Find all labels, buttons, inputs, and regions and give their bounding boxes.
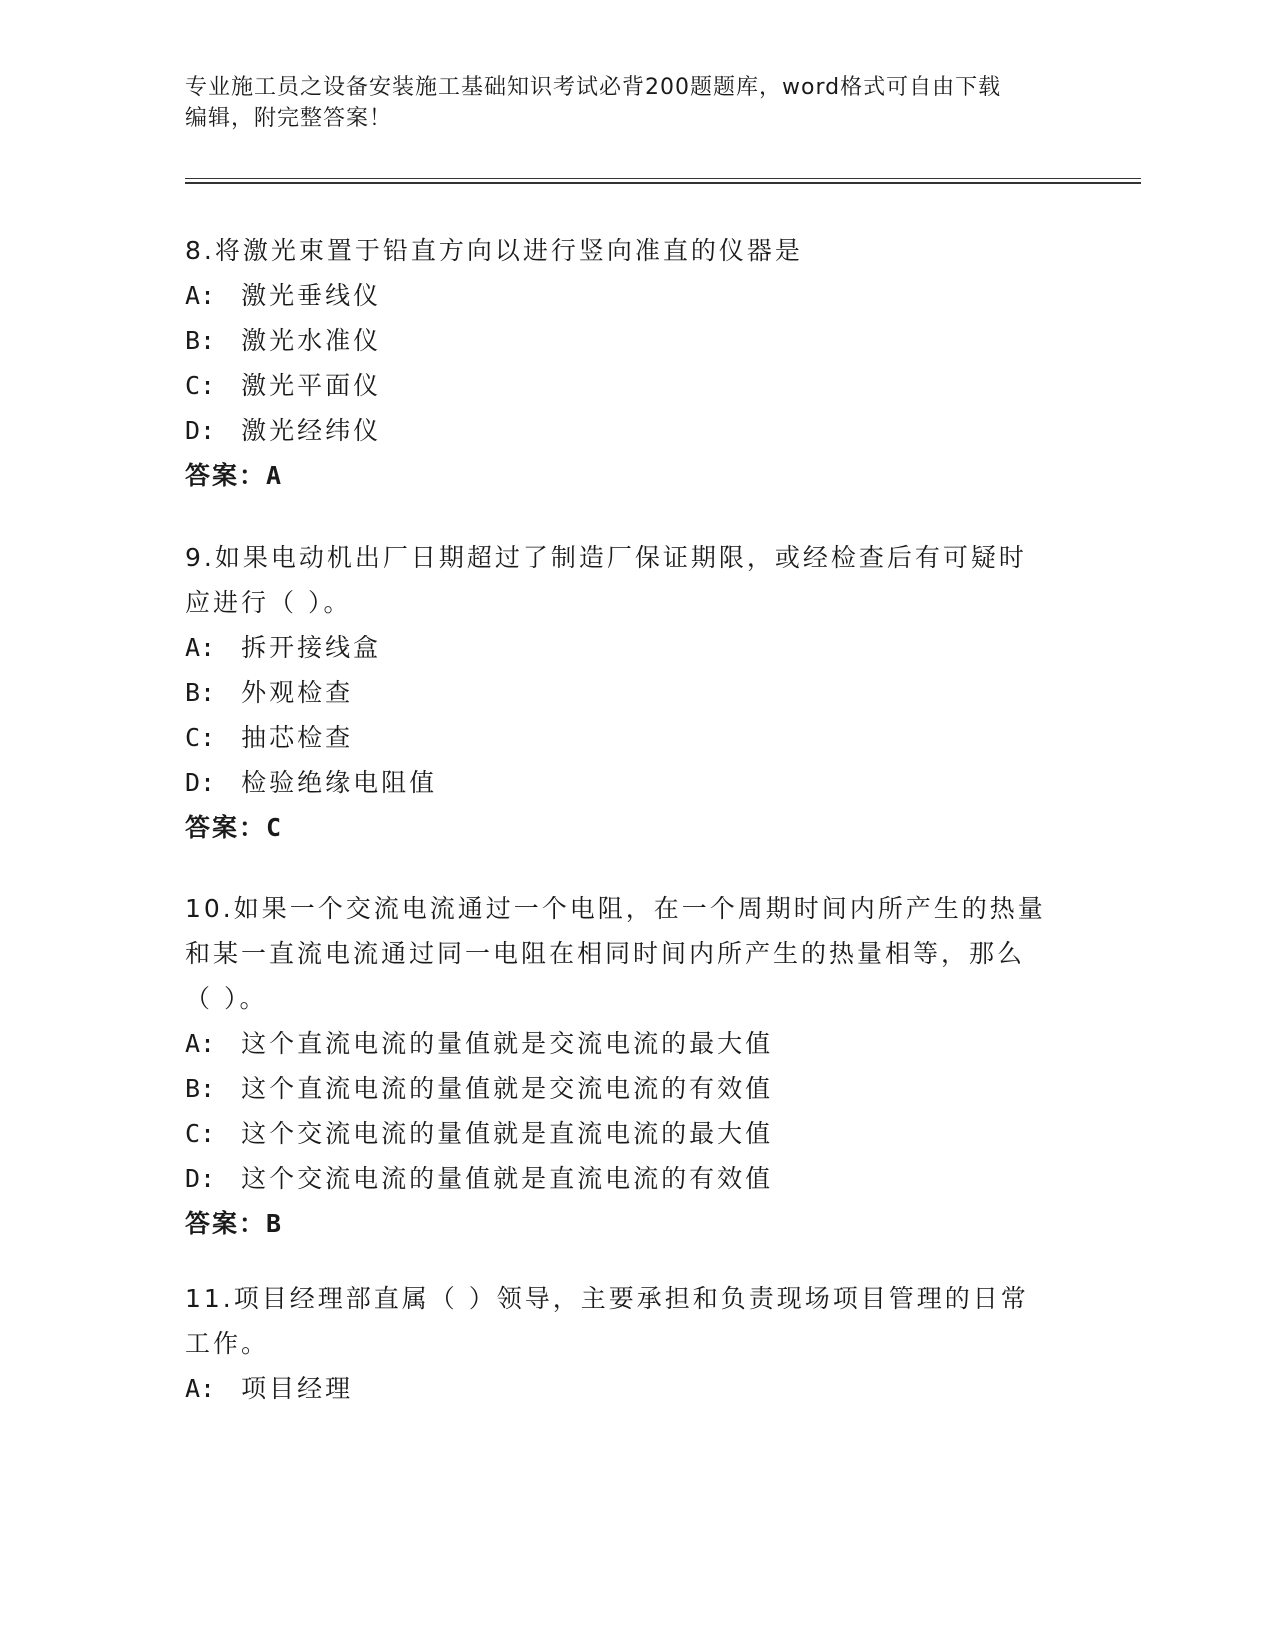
header-line-1: 专业施工员之设备安装施工基础知识考试必背200题题库，word格式可自由下载 xyxy=(185,75,1002,100)
question-stem-cont: 和某一直流电流通过同一电阻在相同时间内所产生的热量相等，那么 xyxy=(185,939,1026,968)
question-8 xyxy=(185,228,1085,498)
option-a: A: 项目经理 xyxy=(185,1374,354,1403)
question-stem-cont: （ ）。 xyxy=(185,984,268,1013)
header-divider-top xyxy=(185,178,1141,179)
header-line-2: 编辑，附完整答案！ xyxy=(185,106,393,131)
option-a: A: 拆开接线盒 xyxy=(185,633,382,662)
option-b: B: 外观检查 xyxy=(185,678,354,707)
option-c: C: 激光平面仪 xyxy=(185,371,382,400)
question-stem-cont: 应进行（ ）。 xyxy=(185,588,352,617)
option-c: C: 抽芯检查 xyxy=(185,723,354,752)
option-d: D: 这个交流电流的量值就是直流电流的有效值 xyxy=(185,1164,774,1193)
document-header xyxy=(185,72,1065,134)
answer-line: 答案：C xyxy=(185,813,282,842)
question-stem: 11.项目经理部直属（ ）领导，主要承担和负责现场项目管理的日常 xyxy=(185,1284,1029,1313)
answer-line: 答案：B xyxy=(185,1209,282,1238)
option-b: B: 这个直流电流的量值就是交流电流的有效值 xyxy=(185,1074,774,1103)
option-a: A: 激光垂线仪 xyxy=(185,281,382,310)
question-stem: 8.将激光束置于铅直方向以进行竖向准直的仪器是 xyxy=(185,236,803,265)
header-divider-bottom xyxy=(185,182,1141,184)
question-stem: 10.如果一个交流电流通过一个电阻，在一个周期时间内所产生的热量 xyxy=(185,894,1046,923)
option-d: D: 激光经纬仪 xyxy=(185,416,382,445)
answer-line: 答案：A xyxy=(185,461,282,490)
option-b: B: 激光水准仪 xyxy=(185,326,382,355)
option-c: C: 这个交流电流的量值就是直流电流的最大值 xyxy=(185,1119,774,1148)
option-a: A: 这个直流电流的量值就是交流电流的最大值 xyxy=(185,1029,774,1058)
option-d: D: 检验绝缘电阻值 xyxy=(185,768,438,797)
question-stem-cont: 工作。 xyxy=(185,1329,270,1358)
question-stem: 9.如果电动机出厂日期超过了制造厂保证期限，或经检查后有可疑时 xyxy=(185,543,1027,572)
question-11 xyxy=(185,1276,1085,1411)
question-10 xyxy=(185,886,1085,1246)
question-9 xyxy=(185,535,1085,850)
